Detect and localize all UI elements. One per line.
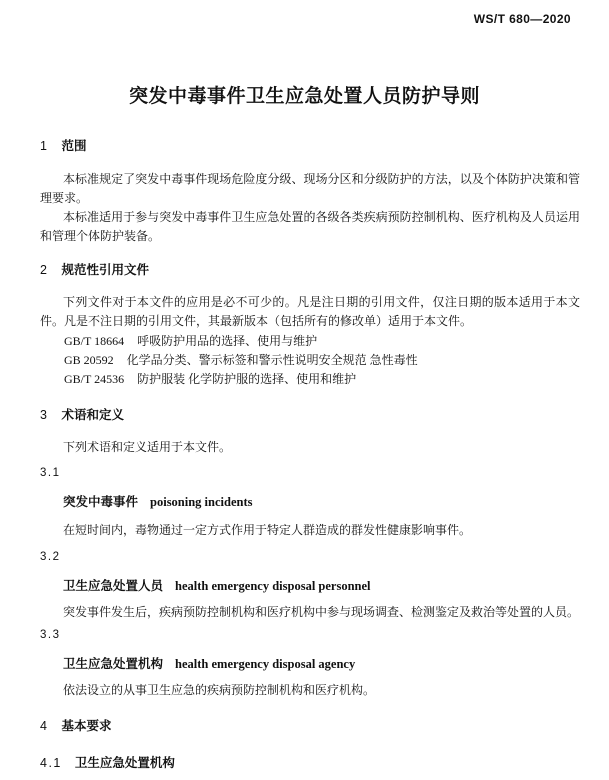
section-3-label: 术语和定义 — [61, 408, 124, 422]
term-english: health emergency disposal agency — [175, 657, 356, 671]
term-entry — [40, 493, 580, 511]
term-chinese: 卫生应急处置机构 — [63, 657, 164, 671]
reference-title: 呼吸防护用品的选择、使用与维护 — [137, 334, 318, 348]
term-entry — [40, 577, 580, 595]
section-4-1-heading — [40, 755, 580, 772]
section-3-number: 3 — [40, 408, 49, 422]
reference-code: GB/T 18664 — [64, 334, 125, 348]
reference-code: GB 20592 — [64, 353, 114, 367]
term-chinese: 突发中毒事件 — [63, 495, 139, 509]
term-definition: 突发事件发生后，疾病预防控制机构和医疗机构中参与现场调查、检测鉴定及救治等处置的人员。 — [63, 605, 580, 619]
reference-item — [40, 351, 580, 370]
term-definition: 依法设立的从事卫生应急的疾病预防控制机构和医疗机构。 — [63, 683, 376, 697]
term-chinese: 卫生应急处置人员 — [63, 579, 164, 593]
clause-number-3-2: 3.2 — [40, 551, 61, 563]
section-1-number: 1 — [40, 139, 49, 153]
reference-item — [40, 370, 580, 389]
section-1-heading — [40, 138, 580, 155]
document-title: 突发中毒事件卫生应急处置人员防护导则 — [128, 86, 480, 107]
section-2-label: 规范性引用文件 — [61, 263, 149, 277]
reference-item — [40, 332, 580, 351]
term-definition: 在短时间内，毒物通过一定方式作用于特定人群造成的群发性健康影响事件。 — [63, 523, 472, 537]
document-body — [40, 138, 580, 772]
scope-paragraph-1: 本标准规定了突发中毒事件现场危险度分级、现场分区和分级防护的方法，以及个体防护决策和管理要求。 — [40, 172, 580, 205]
normative-refs-list — [40, 332, 580, 389]
section-1-label: 范围 — [61, 139, 87, 153]
reference-title: 化学品分类、警示标签和警示性说明安全规范 急性毒性 — [126, 353, 418, 367]
term-english: poisoning incidents — [150, 495, 253, 509]
clause-number-3-3: 3.3 — [40, 629, 61, 641]
terms-intro: 下列术语和定义适用于本文件。 — [63, 440, 232, 454]
scope-paragraph-2: 本标准适用于参与突发中毒事件卫生应急处置的各级各类疾病预防控制机构、医疗机构及人员运用和管理个体防护装备。 — [40, 210, 580, 243]
section-4-heading — [40, 718, 580, 735]
term-english: health emergency disposal personnel — [175, 579, 371, 593]
section-4-number: 4 — [40, 719, 49, 733]
section-4-1-label: 卫生应急处置机构 — [74, 756, 175, 770]
section-2-heading — [40, 262, 580, 279]
term-entry — [40, 655, 580, 673]
section-3-heading — [40, 407, 580, 424]
reference-code: GB/T 24536 — [64, 372, 125, 386]
normative-refs-intro: 下列文件对于本文件的应用是必不可少的。凡是注日期的引用文件，仅注日期的版本适用于本文件。凡是不注日期的引用文件，其最新版本（包括所有的修改单）适用于本文件。 — [40, 295, 580, 328]
standard-code: WS/T 680—2020 — [473, 12, 571, 26]
section-4-1-number: 4.1 — [40, 756, 62, 770]
clause-number-3-1: 3.1 — [40, 467, 61, 479]
section-2-number: 2 — [40, 263, 49, 277]
reference-title: 防护服装 化学防护服的选择、使用和维护 — [137, 372, 357, 386]
section-4-label: 基本要求 — [61, 719, 112, 733]
